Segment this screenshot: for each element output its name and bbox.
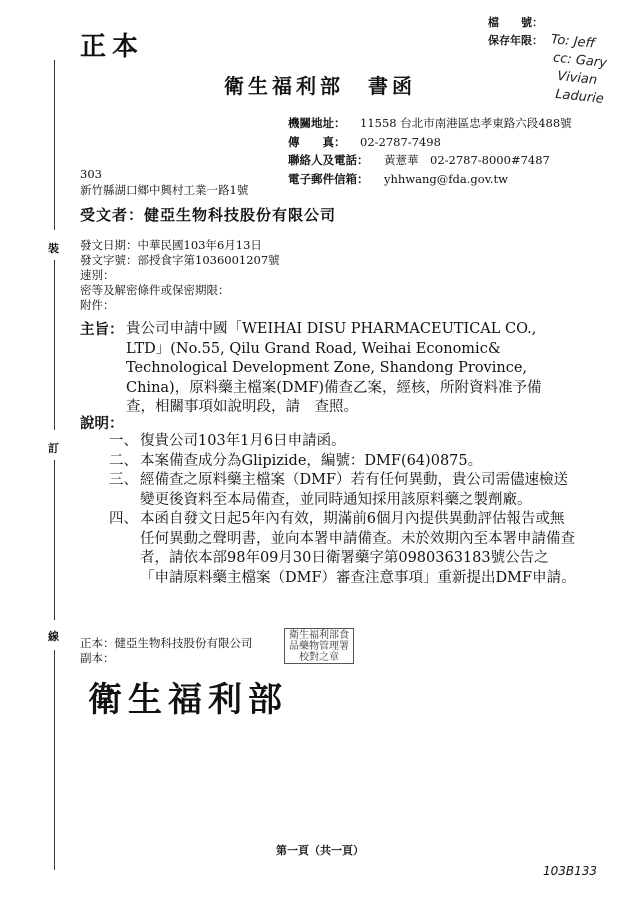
handnote-line: Vivian <box>556 68 598 89</box>
recipient-zip: 303 <box>80 167 102 181</box>
binding-segment <box>54 60 55 230</box>
dispatch-date: 發文日期：中華民國103年6月13日 <box>80 238 262 252</box>
page-number: 第一頁（共一頁） <box>276 844 364 857</box>
retention-label: 保存年限： <box>488 34 543 47</box>
contact-person-label: 聯絡人及電話： <box>288 153 369 167</box>
fax-number: 02-2787-7498 <box>360 134 441 149</box>
handnote-line: cc: Gary <box>552 50 608 71</box>
recipient-street: 新竹縣湖口鄉中興村工業一路1號 <box>80 183 249 197</box>
fax-label: 傳 真： <box>288 134 346 149</box>
list-item <box>96 432 576 452</box>
recipient-line: 受文者：健亞生物科技股份有限公司 <box>80 206 337 224</box>
binding-segment <box>54 260 55 430</box>
address-label: 機關地址： <box>288 116 346 130</box>
original-recipient: 正本：健亞生物科技股份有限公司 <box>80 636 253 650</box>
handnote-line: To: Jeff <box>550 32 596 52</box>
attachments: 附件： <box>80 298 115 312</box>
subject-label: 主旨： <box>80 321 124 338</box>
item-text: 本函自發文日起5年內有效，期滿前6個月內提供異動評估報告或無任何異動之聲明書，並向本署申請備查。未於效期內至本署申請備查者，請依本部98年09月30日衛署藥字第0980363183號公告之「申請原料藥主檔案（DMF）審查注意事項」重新提出DMF申請。 <box>140 511 576 586</box>
dispatch-number: 發文字號：部授食字第1036001207號 <box>80 253 280 267</box>
binding-segment <box>54 460 55 620</box>
list-item <box>96 510 576 588</box>
proofread-stamp: 衛生福利部食品藥物管理署校對之章 <box>284 628 354 664</box>
delivery-speed: 速別： <box>80 268 115 282</box>
dispatch-meta <box>80 238 280 313</box>
binding-char: 裝 <box>48 242 59 255</box>
secrecy-level: 密等及解密條件或保密期限： <box>80 283 230 297</box>
item-text: 復貴公司103年1月6日申請函。 <box>140 433 346 449</box>
original-copy-mark: 正本 <box>80 32 145 62</box>
contact-email: yhhwang@fda.gov.tw <box>384 171 508 186</box>
file-number-label: 檔 號： <box>488 16 543 29</box>
duplicate-recipient: 副本： <box>80 651 115 665</box>
explanation-list <box>96 432 576 588</box>
item-number: 二、 <box>109 452 138 469</box>
document-title: 衛生福利部 書函 <box>224 74 416 98</box>
item-number: 三、 <box>109 472 138 488</box>
explanation-label: 說明： <box>80 415 124 432</box>
binding-char: 訂 <box>48 442 59 455</box>
subject-block <box>80 320 560 418</box>
copies-block <box>80 636 253 666</box>
item-text: 本案備查成分為Glipizide，編號：DMF(64)0875。 <box>140 452 483 469</box>
agency-address: 11558 台北市南港區忠孝東路六段488號 <box>360 116 572 130</box>
item-number: 四、 <box>109 511 138 527</box>
contact-person: 黃薏華 02-2787-8000#7487 <box>384 153 550 167</box>
item-number: 一、 <box>109 433 138 449</box>
agency-contact-block <box>288 114 572 188</box>
item-text: 經備查之原料藥主檔案（DMF）若有任何異動，貴公司需儘速檢送變更後資料至本局備查，並同時通知採用該原料藥之製劑廠。 <box>140 472 569 508</box>
list-item <box>96 452 576 472</box>
recipient-address <box>80 166 248 198</box>
ministry-seal: 衛生福利部 <box>88 680 288 720</box>
subject-text: 貴公司申請中國「WEIHAI DISU PHARMACEUTICAL CO., LTD」(No.55, Qilu Grand Road, Weihai Economic& Technological Development Zone, Shandong Province, China)，原料藥主檔案(DMF)備查乙案，經核，所附資料准予備查，相關事項如說明段，請 查照。 <box>126 321 542 415</box>
binding-line <box>50 60 62 880</box>
handnote-line: Ladurie <box>554 86 605 107</box>
list-item <box>96 471 576 510</box>
email-label: 電子郵件信箱： <box>288 171 369 186</box>
handwritten-code: 103B133 <box>543 864 598 878</box>
binding-char: 線 <box>48 630 59 643</box>
binding-segment <box>54 650 55 870</box>
file-meta <box>488 14 543 50</box>
